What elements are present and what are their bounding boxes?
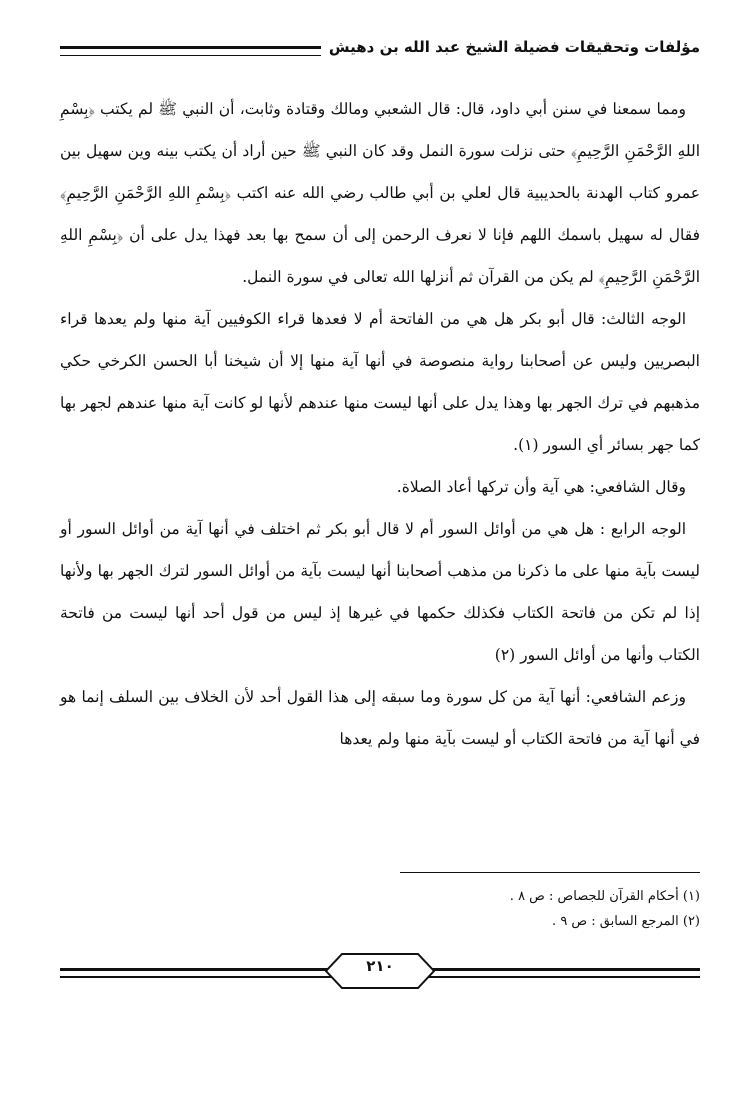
- main-text: [60, 88, 700, 760]
- footnotes: [100, 884, 700, 934]
- paragraph: الوجه الثالث: قال أبو بكر هل هي من الفاتحة أم لا فعدها قراء الكوفيين آية منها ولم يعدها قراء البصريين وليس عن أصحابنا رواية منصوصة في أنها آية منها إلا أن شيخنا أبا الحسن الكرخي حكي مذهبهم في ترك الجهر بها وهذا يدل على أنها ليست منها عندهم لأنها لو كانت آية منها عندهم لجهر بها كما جهر بسائر أي السور (١).: [60, 310, 700, 454]
- paragraph: وزعم الشافعي: أنها آية من كل سورة وما سبقه إلى هذا القول أحد لأن الخلاف بين السلف إنما هو في أنها آية من فاتحة الكتاب أو ليست بآية منها ولم يعدها: [60, 688, 700, 748]
- footnote: (٢) المرجع السابق : ص ٩ .: [552, 914, 700, 929]
- footnote: (١) أحكام القرآن للجصاص : ص ٨ .: [509, 889, 700, 904]
- paragraph: ومما سمعنا في سنن أبي داود، قال: قال الشعبي ومالك وقتادة وثابت، أن النبي ﷺ لم يكتب ﴿بِسْمِ اللهِ الرَّحْمَنِ الرَّحِيمِ﴾ حتى نزلت سورة النمل وقد كان النبي ﷺ حين أراد أن يكتب بينه وين سهيل بين عمرو كتاب الهدنة بالحديبية قال لعلي بن أبي طالب رضي الله عنه اكتب ﴿بِسْمِ اللهِ الرَّحْمَنِ الرَّحِيمِ﴾ فقال له سهيل باسمك اللهم فإنا لا نعرف الرحمن إلى أن سمح بها بعد فهذا يدل على أن ﴿بِسْمِ اللهِ الرَّحْمَنِ الرَّحِيمِ﴾ لم يكن من القرآن ثم أنزلها الله تعالى في سورة النمل.: [60, 100, 700, 286]
- paragraph: وقال الشافعي: هي آية وأن تركها أعاد الصلاة.: [396, 478, 686, 496]
- paragraph: الوجه الرابع : هل هي من أوائل السور أم لا قال أبو بكر ثم اختلف في أنها آية من أوائل السور أو ليست بآية منها على ما ذكرنا من مذهب أصحابنا أنها ليست بآية من أوائل السور لترك الجهر بها ولأنها إذا لم تكن من فاتحة الكتاب فكذلك حكمها في غيرها إذ ليس من قول أحد أنها ليست من فاتحة الكتاب وأنها من أوائل السور (٢): [60, 520, 700, 664]
- footnote-separator: [400, 872, 700, 873]
- page-footer: [60, 948, 700, 998]
- running-header: [60, 32, 700, 82]
- header-title: مؤلفات وتحقيقات فضيلة الشيخ عبد الله بن دهيش: [321, 38, 700, 56]
- page-number: ٢١٠: [366, 957, 394, 975]
